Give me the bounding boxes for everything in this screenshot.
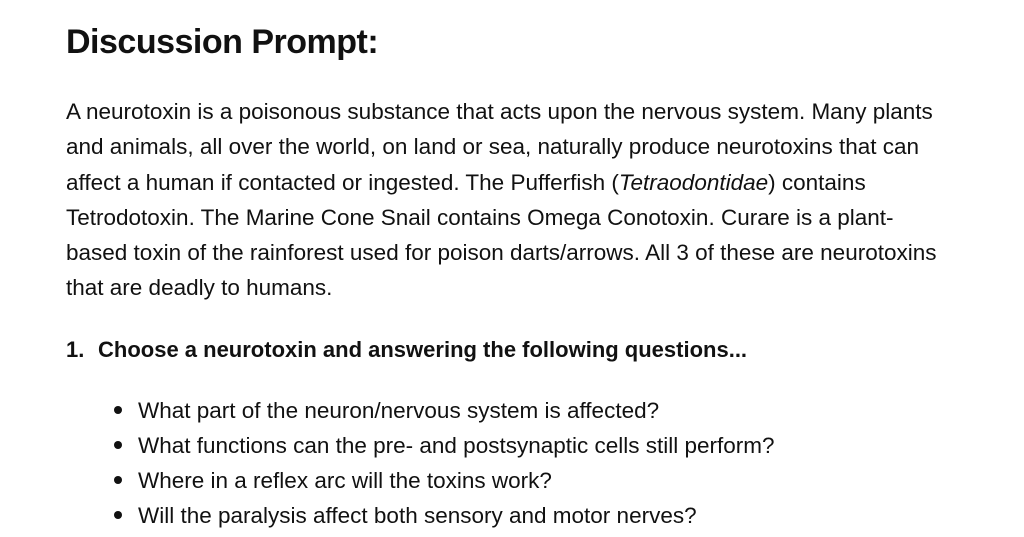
paragraph-italic-term: Tetraodontidae bbox=[618, 169, 769, 195]
paragraph-text-end: ) contains Tetrodotoxin. The Marine Cone Snail contains Omega Conotoxin. Curare is a plant-based toxin of the rainforest used for poison darts/arrows. All 3 of these are neurotoxins that are deadly to humans. bbox=[66, 169, 937, 301]
list-item-text: Where in a reflex arc will the toxins work? bbox=[138, 467, 552, 493]
intro-paragraph bbox=[66, 94, 946, 306]
question-item bbox=[66, 334, 966, 366]
list-item-text: What functions can the pre- and postsynaptic cells still perform? bbox=[138, 432, 775, 458]
bullet-icon bbox=[114, 406, 138, 414]
bullet-icon bbox=[114, 441, 138, 449]
list-item bbox=[114, 428, 966, 463]
bullet-icon bbox=[114, 476, 138, 484]
list-item bbox=[114, 498, 966, 533]
list-item-text: What part of the neuron/nervous system is affected? bbox=[138, 397, 660, 423]
bullet-icon bbox=[114, 511, 138, 519]
page-title: Discussion Prompt: bbox=[66, 23, 379, 61]
list-item bbox=[114, 393, 966, 428]
bullet-list bbox=[114, 393, 966, 533]
paragraph-text-start: A neurotoxin is a poisonous substance that acts upon the nervous system. Many plants and animals, all over the world, on land or sea, naturally produce neurotoxins that can affect a human if contacted or ingested. The Pufferfish ( bbox=[66, 99, 933, 195]
list-item-text: Will the paralysis affect both sensory and motor nerves? bbox=[138, 502, 697, 528]
list-item bbox=[114, 463, 966, 498]
question-number: 1. bbox=[66, 336, 85, 362]
question-text: Choose a neurotoxin and answering the following questions... bbox=[98, 336, 748, 362]
document bbox=[66, 18, 966, 533]
